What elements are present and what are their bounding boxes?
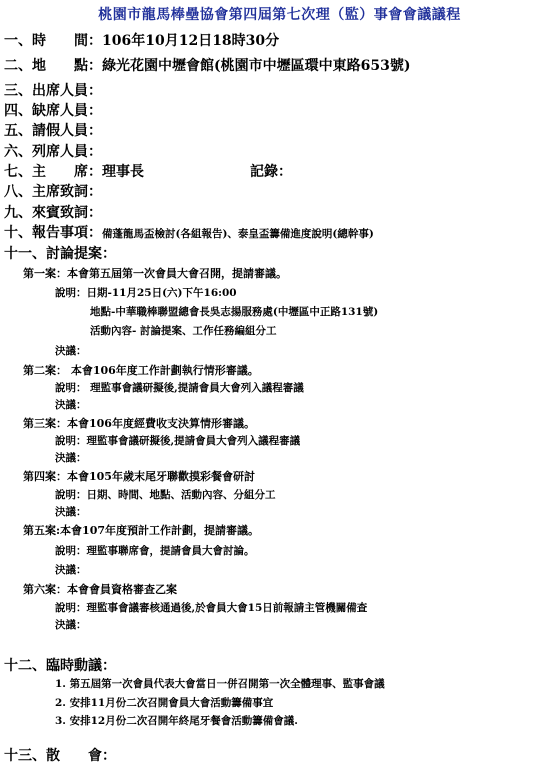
proposal-1-content: 活動內容- 討論提案、工作任務編組分工 <box>90 325 277 337</box>
observers-label: 六、列席人員： <box>4 144 102 160</box>
adjournment-label: 十三、散 會： <box>4 748 116 764</box>
recorder-label: 記錄： <box>250 164 292 180</box>
proposal-1-location: 地點-中華職棒聯盟總會長吳志揚服務處(中壢區中正路131號) <box>90 306 379 318</box>
attendees-label: 三、出席人員： <box>4 83 102 99</box>
chair-row <box>4 161 144 181</box>
leave-label: 五、請假人員： <box>4 123 102 139</box>
report-label: 十、報告事項： <box>4 225 102 241</box>
proposal-4-note: 說明：日期、時間、地點、活動內容、分組分工 <box>55 489 276 501</box>
report-value: 備蓬龍馬盃檢討(各組報告)、泰皇盃籌備進度說明(總幹事) <box>102 228 374 240</box>
proposal-4-resolution: 決議： <box>55 506 87 518</box>
document-title: 桃園市龍馬棒壘協會第四屆第七次理（監）事會會議議程 <box>98 7 461 23</box>
proposal-2-note: 說明： 理監事會議研擬後,提請會員大會列入議程審議 <box>55 382 304 394</box>
motion-item: 2. 安排11月份二次召開會員大會活動籌備事宜 <box>55 697 274 709</box>
time-row <box>4 30 279 50</box>
proposals-label: 十一、討論提案： <box>4 246 116 262</box>
chair-value: 理事長 <box>102 164 144 180</box>
proposal-1-note: 說明：日期-11月25日(六)下午16:00 <box>55 287 237 299</box>
location-label: 二、地 點： <box>4 58 102 74</box>
guest-speech-label: 九、來賓致詞： <box>4 205 102 221</box>
proposal-5-title: 第五案:本會107年度預計工作計劃，提請審議。 <box>23 524 260 537</box>
chair-speech-label: 八、主席致詞： <box>4 184 102 200</box>
report-row <box>4 222 374 242</box>
location-row <box>4 55 410 75</box>
proposal-1-resolution: 決議： <box>55 345 87 357</box>
proposal-2-title: 第二案： 本會106年度工作計劃執行情形審議。 <box>23 364 259 377</box>
motions-label: 十二、臨時動議： <box>4 658 116 674</box>
proposal-4-title: 第四案：本會105年歲末尾牙聯歡摸彩餐會研討 <box>23 470 255 483</box>
chair-label: 七、主 席： <box>4 164 102 180</box>
proposal-3-title: 第三案：本會106年度經費收支決算情形審議。 <box>23 417 255 430</box>
location-value: 綠光花園中壢會館(桃園市中壢區環中東路653號) <box>102 58 411 74</box>
proposal-5-note: 說明：理監事聯席會，提請會員大會討論。 <box>55 545 255 557</box>
proposal-3-resolution: 決議： <box>55 452 87 464</box>
time-label: 一、時 間： <box>4 33 102 49</box>
time-value: 106年10月12日18時30分 <box>102 33 280 49</box>
proposal-6-title: 第六案：本會會員資格審查乙案 <box>23 583 177 596</box>
proposal-3-note: 說明：理監事會議研擬後,提請會員大會列入議程審議 <box>55 435 301 447</box>
proposal-1-title: 第一案：本會第五屆第一次會員大會召開，提請審議。 <box>23 267 287 280</box>
absentees-label: 四、缺席人員： <box>4 103 102 119</box>
motion-item: 1. 第五屆第一次會員代表大會當日一併召開第一次全體理事、監事會議 <box>55 678 385 690</box>
proposal-6-note: 說明：理監事會議審核通過後,於會員大會15日前報請主管機關備查 <box>55 602 368 614</box>
motion-item: 3. 安排12月份二次召開年終尾牙餐會活動籌備會議. <box>55 715 298 727</box>
proposal-2-resolution: 決議： <box>55 399 87 411</box>
proposal-5-resolution: 決議： <box>55 564 87 576</box>
proposal-6-resolution: 決議： <box>55 619 87 631</box>
